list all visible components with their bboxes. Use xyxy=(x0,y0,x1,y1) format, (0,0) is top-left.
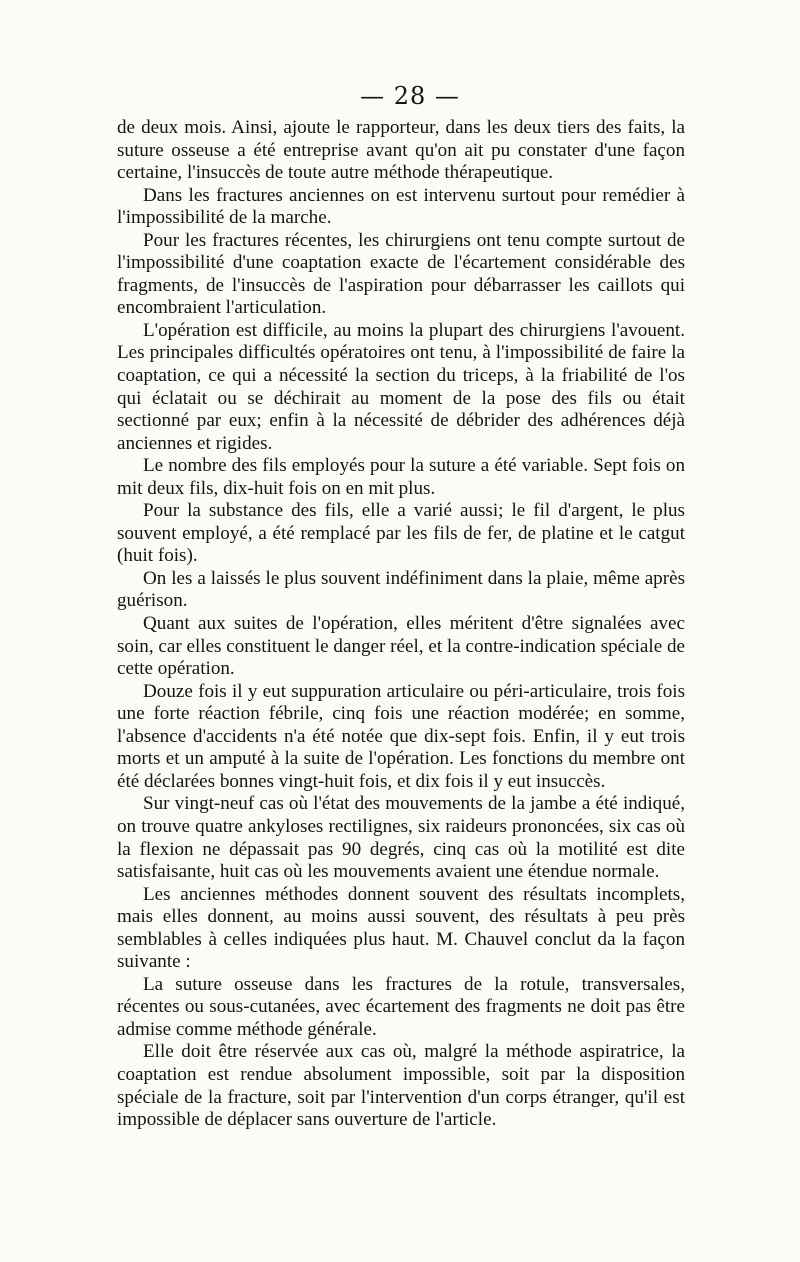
paragraph: Pour les fractures récentes, les chirurgiens ont tenu compte surtout de l'impossibilité d'une coaptation exacte de l'écartement considérable des fragments, de l'insuccès de l'aspiration pour débarrasser les caillots qui encombraient l'articulation. xyxy=(117,229,685,319)
paragraph: Les anciennes méthodes donnent souvent des résultats incomplets, mais elles donnent, au moins aussi souvent, des résultats à peu près semblables à celles indiquées plus haut. M. Chauvel conclut da la façon suivante : xyxy=(117,883,685,973)
paragraph: Dans les fractures anciennes on est intervenu surtout pour remédier à l'impossibilité de la marche. xyxy=(117,184,685,229)
paragraph: Quant aux suites de l'opération, elles méritent d'être signalées avec soin, car elles constituent le danger réel, et la contre-indication spéciale de cette opération. xyxy=(117,613,685,680)
paragraph: Elle doit être réservée aux cas où, malgré la méthode aspiratrice, la coaptation est rendue absolument impossible, soit par la disposition spéciale de la fracture, soit par l'intervention d'un corps étranger, qu'il est impossible de déplacer sans ouverture de l'article. xyxy=(117,1041,685,1131)
paragraph: Le nombre des fils employés pour la suture a été variable. Sept fois on mit deux fils, dix-huit fois on en mit plus. xyxy=(117,455,685,499)
paragraph: Pour la substance des fils, elle a varié aussi; le fil d'argent, le plus souvent employé, a été remplacé par les fils de fer, de platine et le catgut (huit fois). xyxy=(117,500,685,567)
paragraph: La suture osseuse dans les fractures de la rotule, transversales, récentes ou sous-cutanées, avec écartement des fragments ne doit pas être admise comme méthode générale. xyxy=(117,973,685,1040)
paragraph: On les a laissés le plus souvent indéfiniment dans la plaie, même après guérison. xyxy=(117,567,685,612)
page-number: — 28 — xyxy=(360,82,460,110)
body-text xyxy=(117,117,685,1132)
paragraph: Douze fois il y eut suppuration articulaire ou péri-articulaire, trois fois une forte réaction fébrile, cinq fois une réaction modérée; en somme, l'absence d'accidents n'a été notée que dix-sept fois. Enfin, il y eut trois morts et un amputé à la suite de l'opération. Les fonctions du membre ont été déclarées bonnes vingt-huit fois, et dix fois il y eut insuccès. xyxy=(117,680,685,792)
paragraph: L'opération est difficile, au moins la plupart des chirurgiens l'avouent. Les principales difficultés opératoires ont tenu, à l'impossibilité de faire la coaptation, ce qui a nécessité la section du triceps, à la friabilité de l'os qui éclatait ou se déchirait au moment de la pose des fils ou était sectionné par eux; enfin à la nécessité de débrider des adhérences déjà anciennes et rigides. xyxy=(117,319,685,454)
paragraph: Sur vingt-neuf cas où l'état des mouvements de la jambe a été indiqué, on trouve quatre ankyloses rectilignes, six raideurs prononcées, six cas où la flexion ne dépassait pas 90 degrés, cinq cas où la motilité est dite satisfaisante, huit cas où les mouvements avaient une étendue normale. xyxy=(117,793,685,883)
paragraph: de deux mois. Ainsi, ajoute le rapporteur, dans les deux tiers des faits, la suture osseuse a été entreprise avant qu'on ait pu constater d'une façon certaine, l'insuccès de toute autre méthode thérapeutique. xyxy=(117,117,685,184)
